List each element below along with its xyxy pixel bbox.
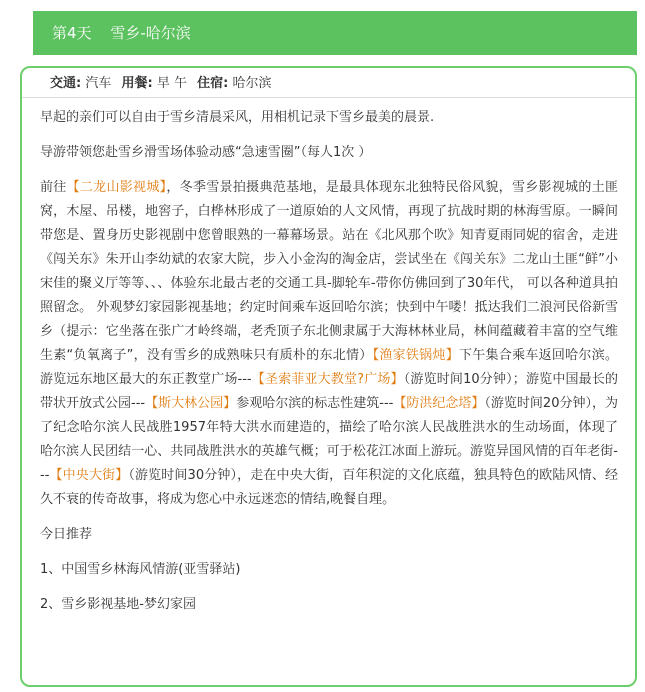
text-segment: 下午集合乘车返回哈尔滨。游览远东地区最大的东正教堂广场--- bbox=[40, 348, 618, 387]
day-header bbox=[33, 11, 637, 55]
meta-row bbox=[50, 74, 277, 94]
day-title: 雪乡-哈尔滨 bbox=[110, 24, 191, 42]
meals-label: 用餐: bbox=[121, 76, 153, 91]
attraction-stalin-park: 【斯大林公园】 bbox=[145, 396, 237, 411]
recommend-item-1: 1、中国雪乡林海风情游(亚雪驿站) bbox=[40, 562, 241, 577]
text-segment: （游览时间10分钟）；游览中国最长的带状开放式公园--- bbox=[40, 372, 618, 411]
lodging-label: 住宿: bbox=[197, 76, 229, 91]
paragraph-snow-tube: 导游带领您赴雪乡滑雪场体验动感“急速雪圈”（每人1次 ） bbox=[40, 145, 372, 160]
text-segment: （游览时间20分钟），为了纪念哈尔滨人民战胜1957年特大洪水而建造的，描绘了哈尔滨人民战胜洪水的生动场面，体现了哈尔滨人民团结一心、共同战胜洪水的英雄气概；可于松花江冰面上游玩。游览异国风情的百年老街--- bbox=[40, 396, 618, 483]
transport-value: 汽车 bbox=[85, 76, 112, 91]
meals-value: 早 午 bbox=[156, 76, 187, 91]
text-segment: 参观哈尔滨的标志性建筑--- bbox=[236, 396, 394, 411]
meta-divider bbox=[22, 97, 635, 98]
attraction-central-street: 【中央大街】 bbox=[49, 468, 129, 483]
attraction-fish-stew: 【渔家铁锅炖】 bbox=[372, 348, 459, 363]
attraction-flood-monument: 【防洪纪念塔】 bbox=[393, 396, 485, 411]
attraction-sophia-cathedral: 【圣索菲亚大教堂?广场】 bbox=[251, 372, 404, 387]
paragraph-main bbox=[40, 176, 618, 512]
itinerary-content bbox=[40, 106, 618, 628]
lodging-value: 哈尔滨 bbox=[232, 76, 272, 91]
transport-label: 交通: bbox=[50, 76, 82, 91]
recommend-item-2: 2、雪乡影视基地-梦幻家园 bbox=[40, 597, 196, 612]
recommend-title: 今日推荐 bbox=[40, 527, 93, 542]
day-number: 第4天 bbox=[52, 24, 92, 42]
text-segment: ，冬季雪景拍摄典范基地，是最具体现东北独特民俗风貌，雪乡影视城的土匪窝，木屋、吊楼，地窖子，白桦林形成了一道原始的人文风情，再现了抗战时期的林海雪原。一瞬间带您是、置身历史影视剧中您曾眼熟的一幕幕场景。站在《北风那个吹》知青夏雨同妮的宿舍，走进《闯关东》朱开山李幼斌的农家大院，步入小金沟的淘金店，尝试坐在《闯关东》二龙山土匪“鲜”小宋佳的聚义厅等等、、、体验东北最古老的交通工具-脚轮车-带你仿佛回到了30年代， 可以各种道具拍照留念。 外观梦幻家园影视基地；约定时间乘车返回哈尔滨；快到中午喽！抵达我们二浪河民俗新雪乡（提示：它坐落在张广才岭终端，老秃顶子东北侧隶属于大海林林业局，林间蕴藏着丰富的空气维生素“负氧离子”，没有雪乡的成熟味只有质朴的东北情） bbox=[40, 180, 618, 363]
attraction-erlongshan: 【二龙山影视城】 bbox=[66, 180, 167, 195]
text-segment: 前往 bbox=[40, 180, 67, 195]
itinerary-card bbox=[20, 66, 637, 687]
text-segment: （游览时间30分钟），走在中央大街，百年积淀的文化底蕴，独具特色的欧陆风情、经久不衰的传奇故事，将成为您心中永远迷恋的情结,晚餐自理。 bbox=[40, 468, 618, 507]
paragraph-morning: 早起的亲们可以自由于雪乡清晨采风，用相机记录下雪乡最美的晨景. bbox=[40, 110, 435, 125]
